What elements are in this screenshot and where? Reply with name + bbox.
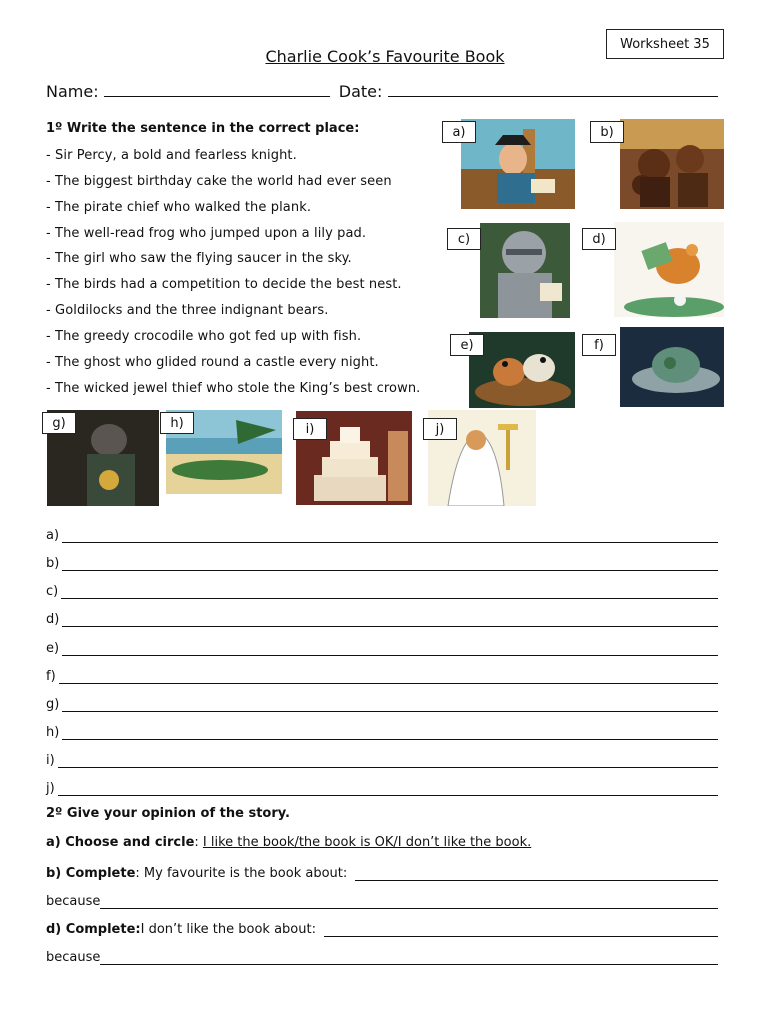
- answer-label: d): [46, 612, 60, 627]
- opinion-a-prefix: a) Choose and circle: [46, 835, 195, 850]
- picture-label-c: c): [447, 228, 481, 250]
- answer-label: g): [46, 697, 60, 712]
- picture-label-d: d): [582, 228, 616, 250]
- because-line-2[interactable]: [46, 947, 718, 965]
- picture-e-birds: [469, 332, 575, 408]
- answer-line-d[interactable]: [46, 609, 718, 627]
- name-date-row: [46, 82, 718, 101]
- name-field[interactable]: [104, 82, 330, 97]
- picture-f-flying-saucer: [620, 327, 724, 407]
- answer-line-f[interactable]: [46, 666, 718, 684]
- opinion-b-text: : My favourite is the book about:: [135, 866, 348, 881]
- answer-line-h[interactable]: [46, 722, 718, 740]
- worksheet-number-box: Worksheet 35: [606, 29, 724, 59]
- because-line-1[interactable]: [46, 891, 718, 909]
- picture-label-j: j): [423, 418, 457, 440]
- answer-line-a[interactable]: [46, 525, 718, 543]
- answer-label: c): [46, 584, 59, 599]
- opinion-favourite-line[interactable]: [46, 863, 718, 881]
- sentence-item: - The well-read frog who jumped upon a lily pad.: [46, 226, 367, 241]
- sentence-item: - Sir Percy, a bold and fearless knight.: [46, 148, 297, 163]
- answer-label: i): [46, 753, 55, 768]
- answer-label: e): [46, 641, 60, 656]
- opinion-b-prefix: b) Complete: [46, 866, 136, 881]
- sentence-item: - The pirate chief who walked the plank.: [46, 200, 312, 215]
- sentence-item: - The biggest birthday cake the world had ever seen: [46, 174, 392, 189]
- opinion-d-text: I don’t like the book about:: [140, 922, 316, 937]
- picture-b-bears: [620, 119, 724, 209]
- sentence-item: - The greedy crocodile who got fed up with fish.: [46, 329, 362, 344]
- picture-c-knight: [480, 223, 570, 318]
- answer-line-c[interactable]: [46, 581, 718, 599]
- answer-line-g[interactable]: [46, 694, 718, 712]
- answer-line-b[interactable]: [46, 553, 718, 571]
- sentence-item: - The girl who saw the flying saucer in the sky.: [46, 251, 352, 266]
- answer-label: a): [46, 528, 60, 543]
- question-2-heading: 2º Give your opinion of the story.: [46, 806, 290, 821]
- page-title: Charlie Cook’s Favourite Book: [265, 47, 505, 66]
- sentence-item: - The wicked jewel thief who stole the King’s best crown.: [46, 381, 421, 396]
- answer-line-e[interactable]: [46, 638, 718, 656]
- date-field[interactable]: [388, 82, 718, 97]
- answer-label: b): [46, 556, 60, 571]
- answer-label: h): [46, 725, 60, 740]
- because-label: because: [46, 950, 101, 965]
- sentence-item: - Goldilocks and the three indignant bears.: [46, 303, 329, 318]
- opinion-choose-circle: [46, 835, 531, 850]
- date-label: Date:: [338, 82, 383, 101]
- question-1-heading: 1º Write the sentence in the correct place:: [46, 121, 360, 136]
- picture-label-a: a): [442, 121, 476, 143]
- opinion-dislike-line[interactable]: [46, 919, 718, 937]
- picture-label-e: e): [450, 334, 484, 356]
- name-label: Name:: [46, 82, 99, 101]
- answer-line-i[interactable]: [46, 750, 718, 768]
- picture-d-frog: [614, 222, 724, 317]
- picture-a-pirate: [461, 119, 575, 209]
- answer-label: j): [46, 781, 55, 796]
- because-label: because: [46, 894, 101, 909]
- opinion-a-colon: :: [194, 835, 203, 850]
- answer-line-j[interactable]: [46, 778, 718, 796]
- picture-label-b: b): [590, 121, 624, 143]
- picture-label-g: g): [42, 412, 76, 434]
- picture-label-f: f): [582, 334, 616, 356]
- picture-label-h: h): [160, 412, 194, 434]
- sentence-item: - The birds had a competition to decide the best nest.: [46, 277, 402, 292]
- picture-label-i: i): [293, 418, 327, 440]
- sentence-item: - The ghost who glided round a castle every night.: [46, 355, 379, 370]
- opinion-a-choices[interactable]: I like the book/the book is OK/I don’t like the book.: [202, 835, 532, 850]
- opinion-d-prefix: d) Complete:: [46, 922, 141, 937]
- answer-label: f): [46, 669, 56, 684]
